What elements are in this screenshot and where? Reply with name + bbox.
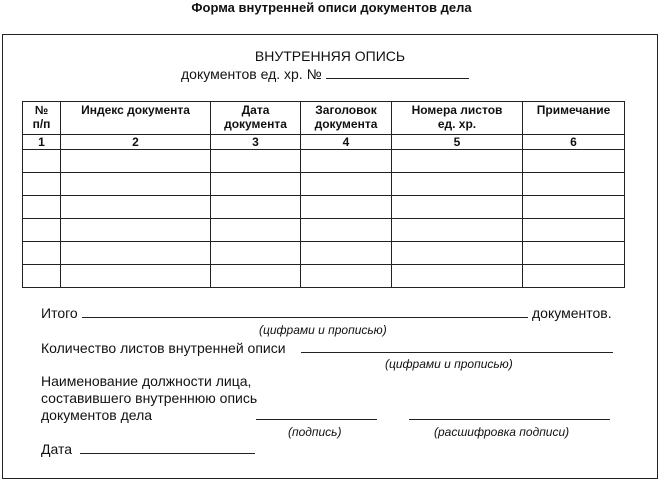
table-cell[interactable] [523, 196, 625, 219]
signature-decoding-field[interactable] [409, 419, 610, 420]
table-cell[interactable] [523, 265, 625, 288]
header-line: Заголовок [315, 103, 377, 117]
total-hint: (цифрами и прописью) [259, 323, 387, 337]
table-cell[interactable] [61, 150, 211, 173]
subtitle-text: документов ед. хр. № [181, 66, 322, 82]
header-line: Индекс документа [81, 103, 190, 117]
table-row [23, 150, 625, 173]
header-number [23, 102, 61, 135]
table-cell[interactable] [211, 242, 301, 265]
form-subtitle [181, 66, 469, 82]
table-row [23, 173, 625, 196]
header-sheets [392, 102, 523, 135]
header-line: № [34, 103, 49, 117]
column-number: 1 [23, 135, 61, 150]
table-cell[interactable] [301, 219, 392, 242]
column-number-row [23, 135, 625, 150]
table-cell[interactable] [301, 196, 392, 219]
sheets-field[interactable] [301, 352, 613, 353]
column-number: 5 [392, 135, 523, 150]
table-row [23, 219, 625, 242]
document-caption: Форма внутренней описи документов дела [191, 0, 472, 15]
table-cell[interactable] [211, 265, 301, 288]
sheets-hint: (цифрами и прописью) [385, 357, 513, 371]
column-number: 3 [211, 135, 301, 150]
table-row [23, 242, 625, 265]
table-cell[interactable] [211, 196, 301, 219]
table-cell[interactable] [23, 265, 61, 288]
table-cell[interactable] [61, 242, 211, 265]
header-line: п/п [32, 117, 51, 131]
header-title [301, 102, 392, 135]
table-cell[interactable] [301, 265, 392, 288]
form-frame [2, 34, 658, 479]
inventory-table [22, 101, 625, 288]
table-cell[interactable] [61, 219, 211, 242]
table-cell[interactable] [392, 173, 523, 196]
column-number: 6 [523, 135, 625, 150]
table-row [23, 265, 625, 288]
form-title: ВНУТРЕННЯЯ ОПИСЬ [254, 48, 406, 64]
table-cell[interactable] [23, 196, 61, 219]
total-label: Итого [41, 305, 78, 321]
total-field[interactable] [82, 317, 528, 318]
table-cell[interactable] [211, 173, 301, 196]
table-cell[interactable] [61, 173, 211, 196]
table-row [23, 196, 625, 219]
signature-field[interactable] [256, 419, 377, 420]
table-cell[interactable] [23, 150, 61, 173]
header-line: документа [224, 117, 287, 131]
table-cell[interactable] [523, 219, 625, 242]
table-cell[interactable] [392, 196, 523, 219]
table-cell[interactable] [301, 242, 392, 265]
position-line: Наименование должности лица, [41, 373, 252, 389]
table-cell[interactable] [23, 219, 61, 242]
decoding-hint: (расшифровка подписи) [434, 425, 570, 439]
table-cell[interactable] [392, 150, 523, 173]
unit-number-field[interactable] [326, 66, 469, 79]
date-field[interactable] [80, 453, 255, 454]
table-cell[interactable] [392, 265, 523, 288]
sheets-label: Количество листов внутренней описи [41, 340, 286, 356]
table-cell[interactable] [23, 173, 61, 196]
table-cell[interactable] [523, 150, 625, 173]
header-line: Примечание [536, 103, 611, 117]
table-cell[interactable] [392, 219, 523, 242]
position-line: документов дела [41, 407, 153, 423]
table-cell[interactable] [301, 150, 392, 173]
table-cell[interactable] [523, 173, 625, 196]
header-line: ед. хр. [437, 117, 477, 131]
table-cell[interactable] [301, 173, 392, 196]
table-cell[interactable] [23, 242, 61, 265]
table-header-row [23, 102, 625, 135]
header-line: документа [314, 117, 378, 131]
table-cell[interactable] [211, 150, 301, 173]
date-label: Дата [41, 441, 73, 457]
header-note [523, 102, 625, 135]
header-line: Номера листов [411, 103, 503, 117]
column-number: 4 [301, 135, 392, 150]
header-line: Дата [241, 103, 270, 117]
table-cell[interactable] [392, 242, 523, 265]
table-cell[interactable] [61, 196, 211, 219]
header-date [211, 102, 301, 135]
position-line: составившего внутреннюю опись [41, 390, 258, 406]
column-number: 2 [61, 135, 211, 150]
table-cell[interactable] [523, 242, 625, 265]
table-cell[interactable] [61, 265, 211, 288]
signature-hint: (подпись) [288, 425, 342, 439]
table-cell[interactable] [211, 219, 301, 242]
header-index [61, 102, 211, 135]
total-suffix: документов. [532, 305, 612, 321]
